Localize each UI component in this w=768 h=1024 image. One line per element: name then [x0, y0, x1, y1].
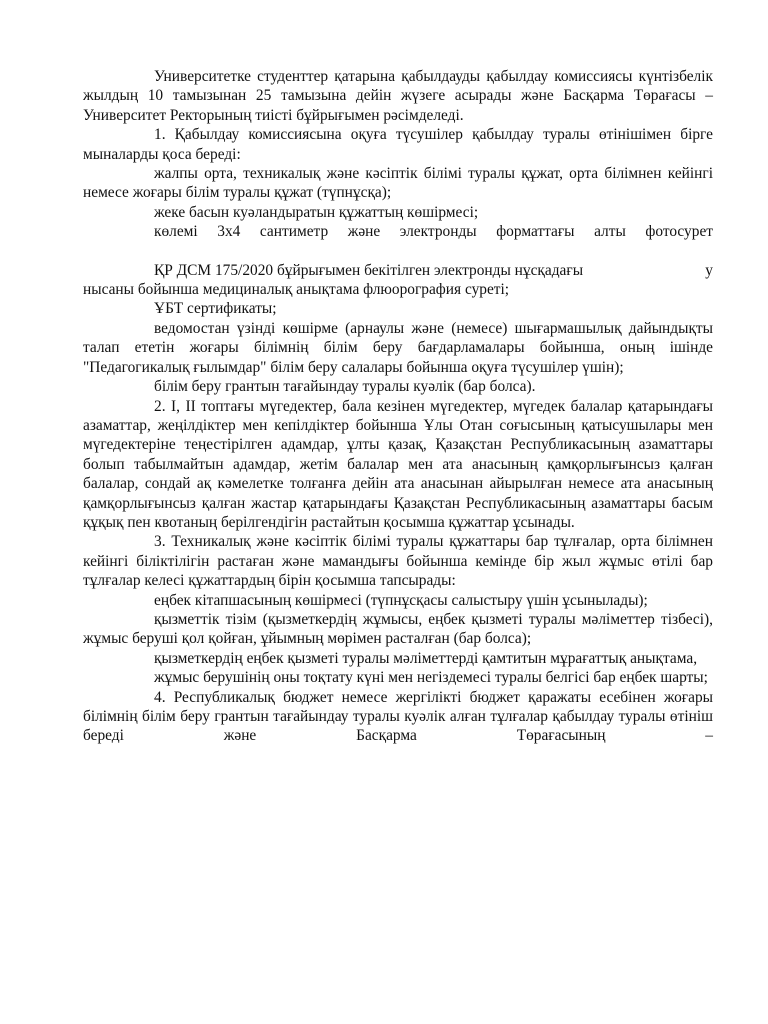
paragraph-service-list: қызметтік тізім (қызметкердің жұмысы, еңбек қызметі туралы мәліметтер тізбесі), жұмыс беруші қол қойған, ұйымның мөрімен расталған (бар болса); [83, 610, 713, 648]
line-medical-order [83, 261, 713, 280]
medical-order-fragment: у [705, 261, 713, 279]
paragraph-item-4: 4. Республикалық бюджет немесе жергілікті бюджет қаражаты есебінен жоғары білімнің білім беру грантын тағайындау туралы куәлік алған тұлғалар қабылдау туралы өтініш береді және Басқарма Төрағасының – [83, 688, 713, 745]
paragraph-archive-certificate: қызметкердің еңбек қызметі туралы мәліметтерді қамтитын мұрағаттық анықтама, [154, 649, 698, 667]
paragraph-doc-education: жалпы орта, техникалық және кәсіптік білімі туралы құжат, орта білімнен кейінгі немесе жоғары білім туралы құжат (түпнұсқа); [83, 165, 713, 202]
paragraph-ubt-certificate: ҰБТ сертификаты; [154, 300, 277, 318]
document-page [83, 67, 713, 746]
paragraph-item-2: 2. I, II топтағы мүгедектер, бала кезінен мүгедектер, мүгедек балалар қатарындағы азаматтар, жеңілдіктер мен кепілдіктер бойынша Ұлы Отан соғысының қатысушылары мен мүгедектеріне теңестірілген адамдар, ұлты қазақ, Қазақстан Республикасының азаматтары болып табылмайтын адамдар, жетім балалар мен ата анасының қамқорлығынсыз қалған балалар, сондай ақ кәмелетке толғанға дейін ата анасынан айырылған немесе ата анасының қамқорлығынсыз қалған жастар қатарындағы Қазақстан Республикасының азаматтары басым құқық пен квотаның берілгендігін растайтын қосымша құжаттар ұсынады. [83, 397, 713, 531]
paragraph-grant-certificate: білім беру грантын тағайындау туралы куәлік (бар болса). [154, 378, 536, 396]
paragraph-statement-extract: ведомостан үзінді көшірме (арнаулы және (немесе) шығармашылық дайындықты талап ететін жоғары білімнің білім беру бағдарламалары бойынша, оның ішінде "Педагогикалық ғылымдар" білім беру салалары бойынша оқуға түсушілер үшін); [83, 319, 713, 376]
medical-order-text: ҚР ДСМ 175/2020 бұйрығымен бекітілген электронды нұсқадағы [154, 261, 584, 279]
paragraph-intro: Университетке студенттер қатарына қабылдауды қабылдау комиссиясы күнтізбелік жылдың 10 тамызынан 25 тамызына дейін жүзеге асырады және Басқарма Төрағасы – Университет Ректорының тиісті бұйрығымен рәсімделеді. [83, 68, 713, 124]
paragraph-photos: көлемі 3х4 сантиметр және электронды форматтағы алты фотосурет [154, 223, 713, 241]
paragraph-employment-book: еңбек кітапшасының көшірмесі (түпнұсқасы салыстыру үшін ұсынылады); [154, 591, 648, 609]
paragraph-employment-contract: жұмыс берушінің оны тоқтату күні мен негіздемесі туралы белгісі бар еңбек шарты; [154, 669, 708, 687]
paragraph-id-copy: жеке басын куәландыратын құжаттың көшірмесі; [154, 203, 479, 221]
blank-line [83, 242, 713, 261]
paragraph-item-3: 3. Техникалық және кәсіптік білімі туралы құжаттары бар тұлғалар, орта білімнен кейінгі біліктілігін растаған және мамандығы бойынша кемінде бір жыл жұмыс өтілі бар тұлғалар келесі құжаттардың бірін қосымша тапсырады: [83, 533, 713, 590]
paragraph-item-1: 1. Қабылдау комиссиясына оқуға түсушілер қабылдау туралы өтінішімен бірге мыналарды қоса береді: [83, 126, 713, 163]
paragraph-medical-form: нысаны бойынша медициналық анықтама флюорография суреті; [83, 281, 510, 299]
